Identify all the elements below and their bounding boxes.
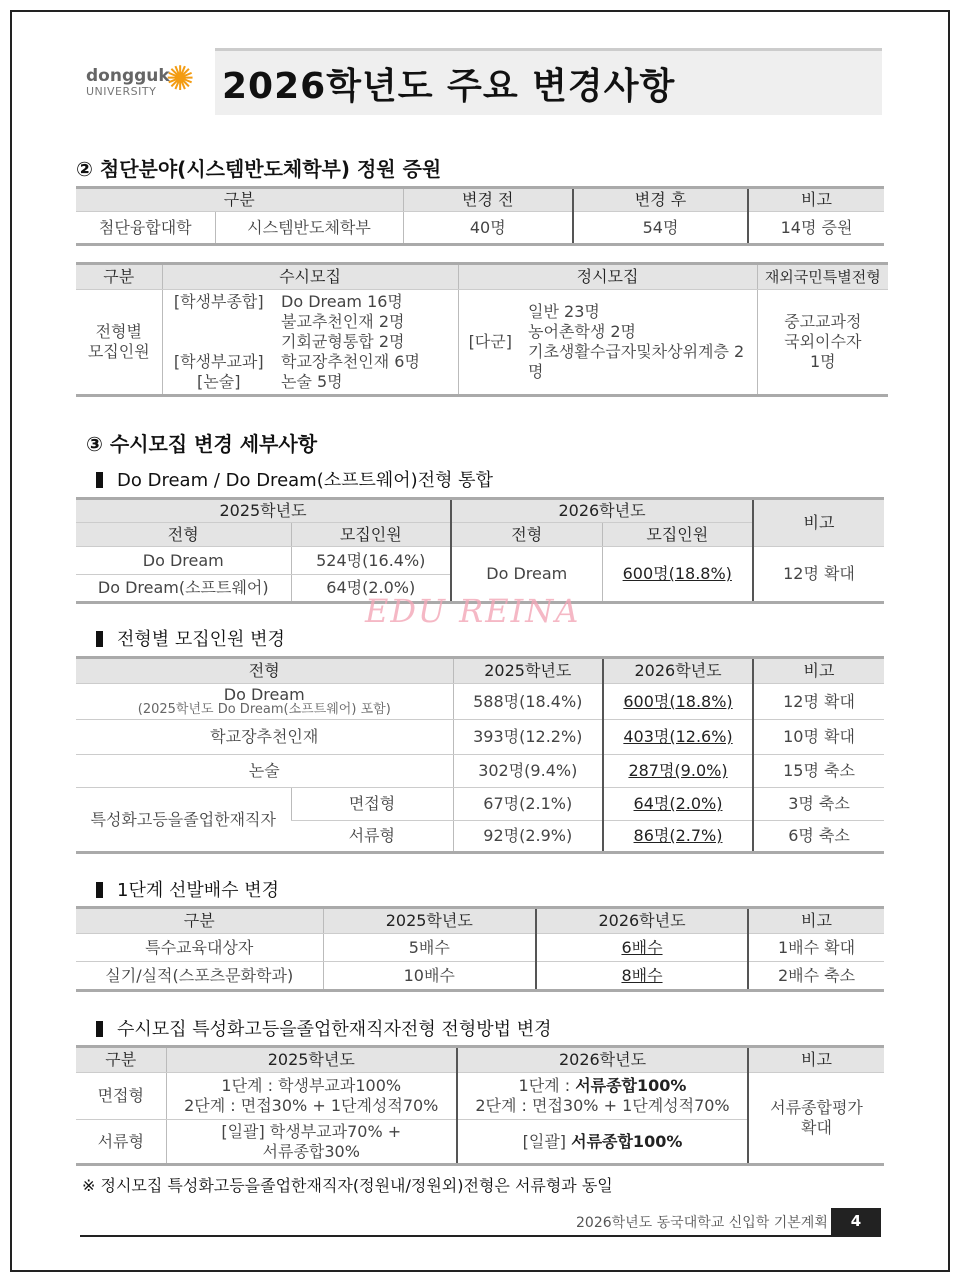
subsection-text: 전형별 모집인원 변경: [117, 629, 285, 650]
subsection-text: Do Dream / Do Dream(소프트웨어)전형 통합: [117, 470, 493, 491]
text: 2단계 : 면접30% + 1단계성적70%: [475, 1096, 730, 1115]
section-3-title: ③ 수시모집 변경 세부사항: [86, 432, 318, 456]
th: 2026학년도: [457, 1047, 748, 1073]
th: 2026학년도: [536, 908, 748, 934]
cell: [162, 290, 275, 396]
th: 수시모집: [162, 264, 458, 290]
admission-quota-table: [76, 262, 888, 397]
footer-text: 2026학년도 동국대학교 신입학 기본계획: [576, 1215, 828, 1231]
th: 2026학년도: [451, 499, 753, 523]
cell: 524명(16.4%): [291, 547, 451, 575]
cell: [76, 684, 453, 720]
cell: 64명(2.0%): [291, 575, 451, 603]
th: 모집인원: [291, 523, 451, 547]
cell: 1단계 : 학생부교과100% 2단계 : 면접30% + 1단계성적70%: [166, 1073, 457, 1120]
cell: 특성화고등을졸업한재직자: [76, 788, 291, 853]
cell: 6배수: [536, 934, 748, 962]
dodream-merge-table: [76, 497, 884, 604]
th: 2025학년도: [323, 908, 536, 934]
th: 구분: [76, 908, 323, 934]
th: 비고: [753, 658, 884, 684]
cell: 특수교육대상자: [76, 934, 323, 962]
text: [일괄]: [522, 1131, 572, 1151]
cell: Do Dream: [451, 547, 602, 603]
cell: [457, 1073, 748, 1120]
cell: 393명(12.2%): [453, 720, 603, 755]
cell: 실기/실적(스포츠문화학과): [76, 962, 323, 991]
th: 비고: [748, 1047, 884, 1073]
cell: 서류형: [76, 1120, 166, 1165]
cell: 54명: [573, 212, 748, 245]
subsection-title: [96, 876, 279, 902]
cell: 면접형: [291, 788, 453, 821]
subsection-title: [96, 625, 285, 651]
cell: 논술: [76, 755, 453, 788]
cell: 2배수 축소: [748, 962, 884, 991]
th: 변경 전: [403, 188, 573, 212]
cell: Do Dream(소프트웨어): [76, 575, 291, 603]
page-number: 4: [831, 1208, 881, 1235]
th: 전형: [451, 523, 602, 547]
cell: 287명(9.0%): [603, 755, 753, 788]
th: 구분: [76, 188, 403, 212]
watermark: EDU REINA: [365, 592, 581, 630]
cell: 3명 축소: [753, 788, 884, 821]
th: 변경 후: [573, 188, 748, 212]
th: 모집인원: [602, 523, 753, 547]
text: 서류종합100%: [571, 1131, 683, 1151]
category: [학생부교과] [논술]: [173, 352, 264, 391]
cell: 전형별 모집인원: [76, 290, 162, 396]
selection-ratio-table: [76, 906, 884, 992]
th: 2025학년도: [453, 658, 603, 684]
cell: 5배수: [323, 934, 536, 962]
cell: 600명(18.8%): [602, 547, 753, 603]
quota-change-table: [76, 656, 884, 854]
th: 비고: [748, 908, 884, 934]
th: 2025학년도: [76, 499, 451, 523]
cell: 64명(2.0%): [603, 788, 753, 821]
cell: 첨단융합대학: [76, 212, 215, 245]
quota-table: [76, 186, 884, 246]
cell: 14명 증원: [748, 212, 884, 245]
cell: 302명(9.4%): [453, 755, 603, 788]
cell: 8배수: [536, 962, 748, 991]
th: 구분: [76, 264, 162, 290]
cell: 일반 23명 농어촌학생 2명 기초생활수급자및차상위계층 2명: [522, 290, 757, 396]
type-note: (2025학년도 Do Dream(소프트웨어) 포함): [137, 702, 391, 717]
cell: 67명(2.1%): [453, 788, 603, 821]
cell: 600명(18.8%): [603, 684, 753, 720]
cell: 시스템반도체학부: [215, 212, 403, 245]
cell: 면접형: [76, 1073, 166, 1120]
category: [학생부종합]: [173, 292, 264, 311]
logo-subtext: UNIVERSITY: [86, 85, 157, 98]
th: 재외국민특별전형: [757, 264, 888, 290]
cell: 588명(18.4%): [453, 684, 603, 720]
cell: Do Dream 16명 불교추천인재 2명 기회균형통합 2명 학교장추천인재 6명 논술 5명: [275, 290, 458, 396]
th: 2026학년도: [603, 658, 753, 684]
dongguk-logo: [86, 59, 211, 106]
cell: [다군]: [458, 290, 522, 396]
cell: 서류형: [291, 821, 453, 853]
cell: 1배수 확대: [748, 934, 884, 962]
type-name: Do Dream: [223, 685, 305, 704]
th: 비고: [748, 188, 884, 212]
logo-flame-icon: ✺: [166, 59, 195, 99]
page-title: 2026학년도 주요 변경사항: [222, 66, 676, 107]
cell: 12명 확대: [753, 684, 884, 720]
th: 전형: [76, 523, 291, 547]
subsection-text: 수시모집 특성화고등을졸업한재직자전형 전형방법 변경: [117, 1019, 552, 1040]
footer-divider: [80, 1235, 881, 1237]
cell: 86명(2.7%): [603, 821, 753, 853]
text: 1단계 :: [518, 1076, 576, 1095]
cell: 92명(2.9%): [453, 821, 603, 853]
cell: 40명: [403, 212, 573, 245]
cell: 10명 확대: [753, 720, 884, 755]
cell: Do Dream: [76, 547, 291, 575]
th: 구분: [76, 1047, 166, 1073]
text: 서류종합100%: [575, 1076, 687, 1095]
method-change-table: [76, 1045, 884, 1166]
cell: [457, 1120, 748, 1165]
th: 비고: [753, 499, 884, 547]
section-2-title: ② 첨단분야(시스템반도체학부) 정원 증원: [76, 157, 442, 181]
th: 2025학년도: [166, 1047, 457, 1073]
cell: 6명 축소: [753, 821, 884, 853]
cell: 10배수: [323, 962, 536, 991]
subsection-text: 1단계 선발배수 변경: [117, 880, 279, 901]
cell: 15명 축소: [753, 755, 884, 788]
cell: 서류종합평가 확대: [748, 1073, 884, 1165]
cell: 12명 확대: [753, 547, 884, 603]
th: 정시모집: [458, 264, 757, 290]
cell: [일괄] 학생부교과70% + 서류종합30%: [166, 1120, 457, 1165]
cell: 중고교과정 국외이수자 1명: [757, 290, 888, 396]
th: 전형: [76, 658, 453, 684]
subsection-title: [96, 1015, 551, 1041]
footnote: ※ 정시모집 특성화고등을졸업한재직자(정원내/정원외)전형은 서류형과 동일: [82, 1176, 613, 1195]
cell: 학교장추천인재: [76, 720, 453, 755]
subsection-title: [96, 466, 493, 492]
cell: 403명(12.6%): [603, 720, 753, 755]
logo-text: dongguk: [86, 66, 170, 86]
